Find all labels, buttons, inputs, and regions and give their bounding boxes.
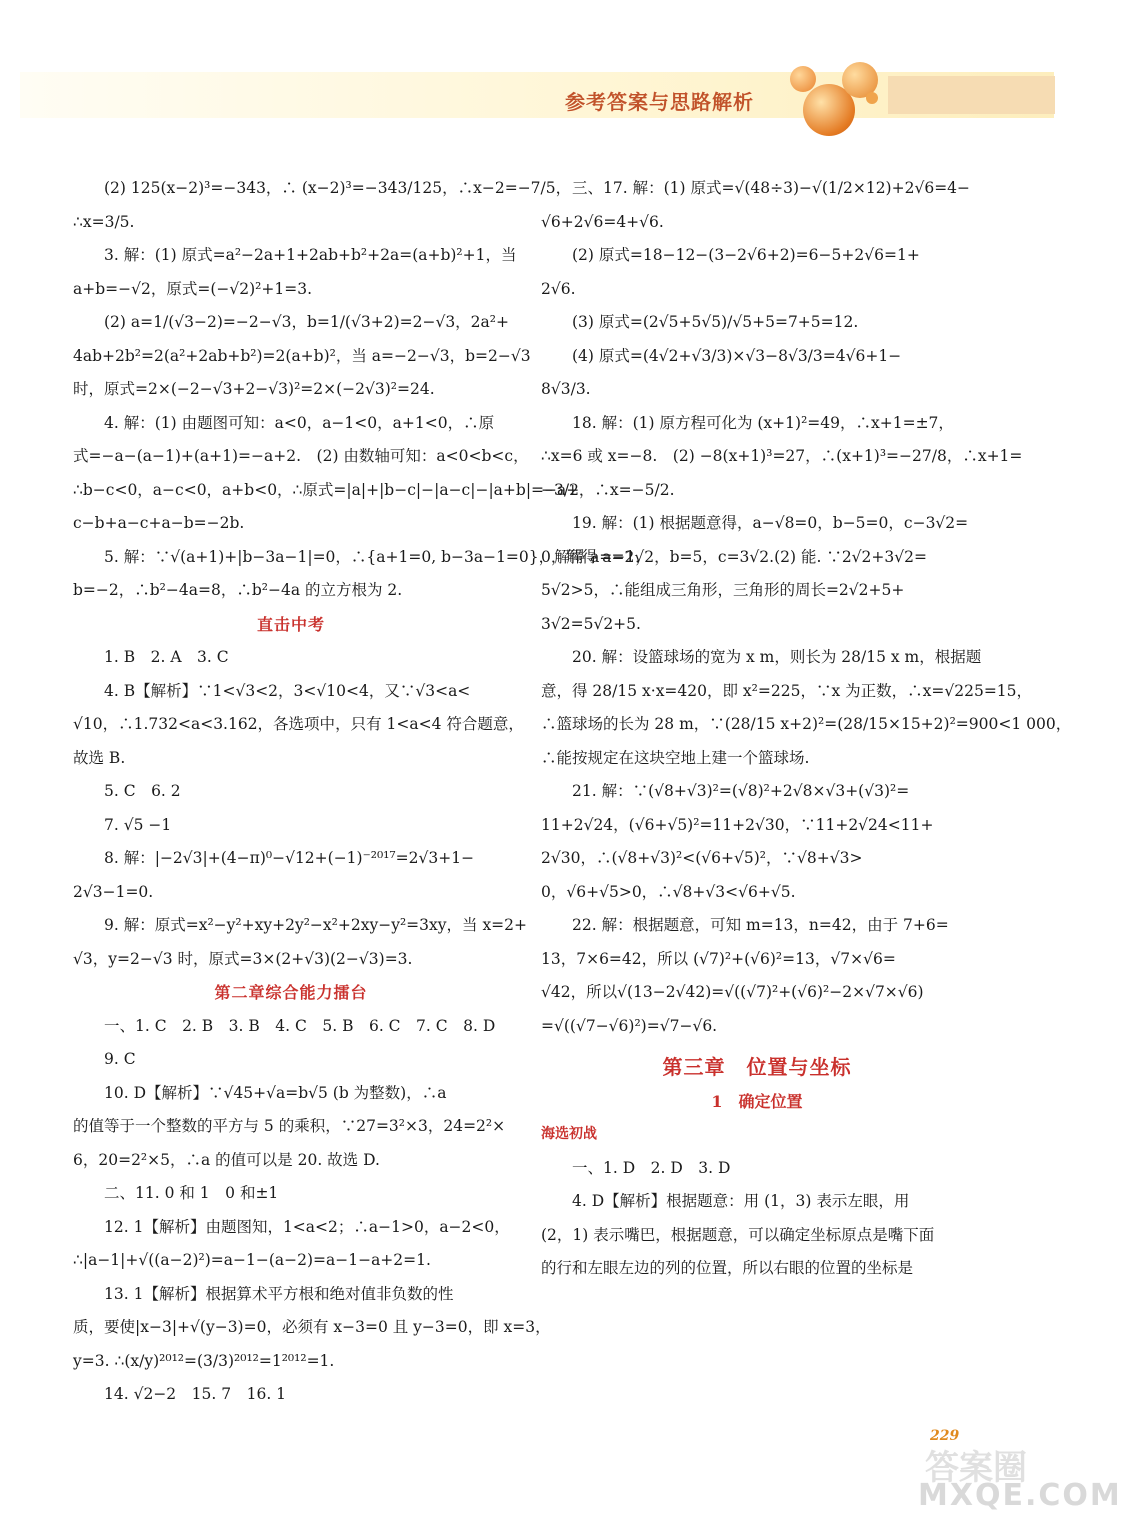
answer-line: 1. B 2. A 3. C [104, 648, 229, 666]
answer-line: c−b+a−c+a−b=−2b. [73, 514, 245, 532]
planet-icon [866, 92, 878, 104]
answer-line: y=3. ∴(x/y)²⁰¹²=(3/3)²⁰¹²=1²⁰¹²=1. [73, 1351, 335, 1370]
answer-line: 4. D【解析】根据题意：用 (1，3) 表示左眼，用 [572, 1192, 910, 1210]
answer-line: √10，∴1.732<a<3.162，各选项中，只有 1<a<4 符合题意， [73, 715, 524, 733]
answer-line: 7. √5 −1 [104, 815, 172, 834]
answer-line: ∴b−c<0，a−c<0，a+b<0，∴原式=|a|+|b−c|−|a−c|−|a+b|=−a+ [73, 480, 580, 499]
answer-line: ∴|a−1|+√((a−2)²)=a−1−(a−2)=a−1−a+2=1. [73, 1251, 431, 1269]
answer-line: (2) 125(x−2)³=−343，∴ (x−2)³=−343/125，∴x−2=−7/5， [104, 179, 572, 197]
answer-line: 时，原式=2×(−2−√3+2−√3)²=2×(−2√3)²=24. [73, 380, 435, 398]
answer-line: 一、1. C 2. B 3. B 4. C 5. B 6. C 7. C 8. D [104, 1016, 496, 1035]
answer-line: 0，√6+√5>0，∴√8+√3<√6+√5. [541, 882, 796, 901]
watermark-logo: 答案圈 [925, 1448, 1027, 1488]
answer-line: 5. C 6. 2 [104, 782, 181, 800]
answer-line: 13. 1【解析】根据算术平方根和绝对值非负数的性 [104, 1284, 454, 1303]
answer-line: 8√3/3. [541, 380, 591, 398]
answer-line: 一、1. D 2. D 3. D [572, 1158, 731, 1177]
answer-line: 11+2√24，(√6+√5)²=11+2√30，∵11+2√24<11+ [541, 815, 934, 834]
watermark-url: MXQE.COM [918, 1478, 1122, 1513]
subsection-heading: 1 确定位置 [711, 1091, 803, 1111]
page-header-title: 参考答案与思路解析 [565, 90, 754, 114]
header-decor-box [888, 76, 1055, 114]
section-heading: 第二章综合能力擂台 [214, 983, 368, 1002]
answer-line: 三、17. 解：(1) 原式=√(48÷3)−√(1/2×12)+2√6=4− [572, 179, 971, 197]
answer-line: 3. 解：(1) 原式=a²−2a+1+2ab+b²+2a=(a+b)²+1，当 [104, 246, 517, 264]
answer-line: 式=−a−(a−1)+(a+1)=−a+2. (2) 由数轴可知：a<0<b<c， [73, 447, 529, 465]
answer-line: 质，要使|x−3|+√(y−3)=0，必须有 x−3=0 且 y−3=0，即 x=3， [73, 1318, 551, 1336]
answer-line: 4. B【解析】∵1<√3<2，3<√10<4，又∵√3<a< [104, 681, 471, 700]
answer-line: (2) a=1/(√3−2)=−2−√3，b=1/(√3+2)=2−√3，2a²+ [104, 313, 509, 331]
answer-line: b=−2，∴b²−4a=8，∴b²−4a 的立方根为 2. [73, 581, 403, 599]
page-number: 229 [930, 1428, 960, 1444]
answer-line: 18. 解：(1) 原方程可化为 (x+1)²=49，∴x+1=±7， [572, 413, 954, 432]
answer-line: ∴能按规定在这块空地上建一个篮球场. [541, 748, 810, 767]
answer-line: 21. 解：∵(√8+√3)²=(√8)²+2√8×√3+(√3)²= [572, 782, 910, 800]
answer-line: √3，y=2−√3 时，原式=3×(2+√3)(2−√3)=3. [73, 949, 413, 968]
answer-line: 5. 解：∵√(a+1)+|b−3a−1|=0，∴{a+1=0, b−3a−1=0}，解得 a=−1， [104, 547, 651, 566]
planet-icon [790, 66, 816, 92]
answer-line: √6+2√6=4+√6. [541, 212, 664, 231]
answer-line: (3) 原式=(2√5+5√5)/√5+5=7+5=12. [572, 313, 859, 331]
answer-line: 2√6. [541, 279, 576, 298]
answer-line: 12. 1【解析】由题图知，1<a<2；∴a−1>0，a−2<0， [104, 1217, 510, 1236]
answer-line: 20. 解：设篮球场的宽为 x m，则长为 28/15 x m，根据题 [572, 648, 982, 666]
section-heading: 直击中考 [256, 614, 325, 634]
chapter-heading: 第三章 位置与坐标 [662, 1055, 852, 1079]
answer-line: 5√2>5，∴能组成三角形，三角形的周长=2√2+5+ [541, 581, 905, 599]
answer-line: 2√3−1=0. [73, 882, 154, 901]
answer-line: a+b=−√2，原式=(−√2)²+1=3. [73, 279, 313, 298]
answer-line: 3√2=5√2+5. [541, 614, 641, 633]
answer-line: 6，20=2²×5，∴a 的值可以是 20. 故选 D. [73, 1150, 380, 1169]
answer-line: 22. 解：根据题意，可知 m=13，n=42，由于 7+6= [572, 916, 949, 934]
right-column [541, 172, 1072, 1286]
answer-line: (2) 原式=18−12−(3−2√6+2)=6−5+2√6=1+ [572, 246, 920, 264]
answer-line: 4ab+2b²=2(a²+2ab+b²)=2(a+b)²，当 a=−2−√3，b=2−√3 [73, 346, 531, 365]
answer-line: 意，得 28/15 x·x=420，即 x²=225，∵x 为正数，∴x=√225=15， [541, 681, 1033, 700]
small-heading: 海选初战 [541, 1126, 597, 1142]
answer-line: 13，7×6=42，所以 (√7)²+(√6)²=13，√7×√6= [541, 949, 896, 968]
answer-line: 故选 B. [73, 748, 126, 767]
answer-line: ∴篮球场的长为 28 m，∵(28/15 x+2)²=(28/15×15+2)²=900<1 000， [541, 715, 1072, 733]
answer-line: 9. 解：原式=x²−y²+xy+2y²−x²+2xy−y²=3xy，当 x=2+ [104, 916, 528, 934]
answer-line: 0，解得 a=2√2，b=5，c=3√2.(2) 能. ∵2√2+3√2= [541, 547, 927, 566]
answer-line: √42，所以√(13−2√42)=√((√7)²+(√6)²−2×√7×√6) [541, 983, 924, 1001]
answer-line: =√((√7−√6)²)=√7−√6. [541, 1016, 718, 1035]
answer-line: 10. D【解析】∵√45+√a=b√5 (b 为整数)，∴a [104, 1083, 447, 1102]
answer-line: 二、11. 0 和 1 0 和±1 [104, 1184, 279, 1202]
answer-line: 19. 解：(1) 根据题意得，a−√8=0，b−5=0，c−3√2= [572, 514, 969, 532]
answer-line: 的行和左眼左边的列的位置，所以右眼的位置的坐标是 [541, 1259, 914, 1277]
answer-line: −3/2，∴x=−5/2. [541, 480, 675, 499]
answer-line: 8. 解：|−2√3|+(4−π)⁰−√12+(−1)⁻²⁰¹⁷=2√3+1− [104, 849, 475, 867]
answer-line: 4. 解：(1) 由题图可知：a<0，a−1<0，a+1<0，∴原 [104, 413, 495, 432]
answer-line: 2√30，∴(√8+√3)²<(√6+√5)²，∵√8+√3> [541, 849, 863, 867]
answer-line: ∴x=3/5. [73, 212, 135, 231]
answer-line: (2，1) 表示嘴巴，根据题意，可以确定坐标原点是嘴下面 [541, 1225, 935, 1244]
answer-line: 9. C [104, 1050, 136, 1068]
answer-line: 14. √2−2 15. 7 16. 1 [104, 1385, 287, 1403]
answer-line: (4) 原式=(4√2+√3/3)×√3−8√3/3=4√6+1− [572, 346, 902, 365]
answer-line: 的值等于一个整数的平方与 5 的乘积，∵27=3²×3，24=2²× [73, 1117, 506, 1135]
answer-line: ∴x=6 或 x=−8. (2) −8(x+1)³=27，∴(x+1)³=−27/8，∴x+1= [541, 447, 1023, 465]
